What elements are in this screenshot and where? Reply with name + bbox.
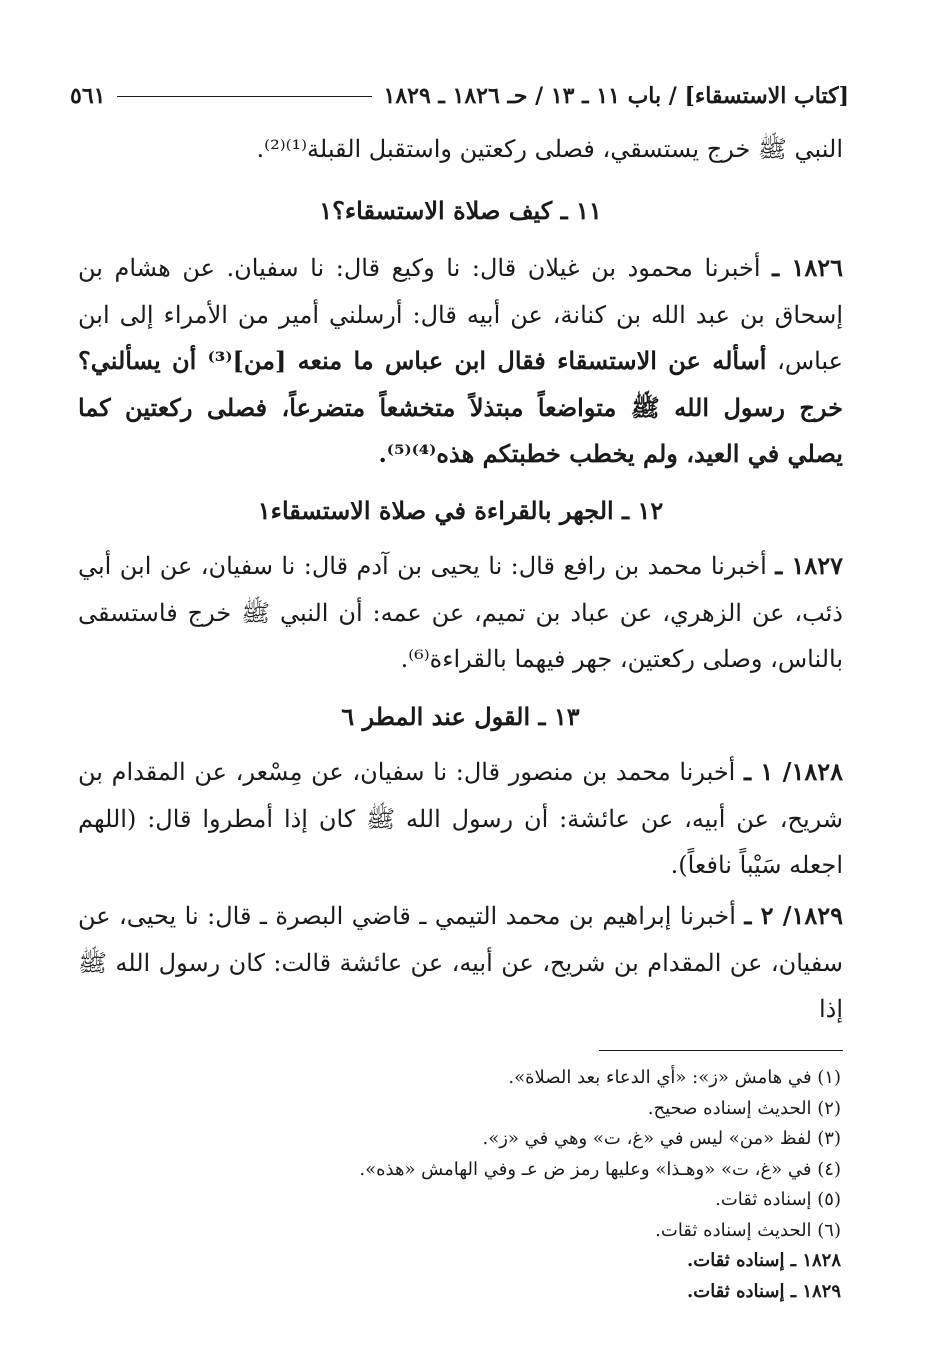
hadith-number: ١٨٢٦ ـ <box>772 253 843 282</box>
hadith-1828 <box>78 749 843 889</box>
isnad-note: ١٨٢٨ ـ إسناده ثقات. <box>686 1250 841 1271</box>
hadith-1827 <box>78 543 843 683</box>
hadith-text: أخبرنا محمود بن غيلان قال: نا وكيع قال: نا سفيان. عن هشام بن إسحاق بن عبد الله بن كنانة، عن أبيه قال: أرسلني أمير من الأمراء إلى ابن عباس، <box>78 254 843 375</box>
section-heading-13: ١٣ ـ القول عند المطر ٦ <box>341 702 580 731</box>
hadith-text: أخبرنا محمد بن منصور قال: نا سفيان، عن مِسْعر، عن المقدام بن شريح، عن أبيه، عن عائشة: أن رسول الله ﷺ كان إذا أمطروا قال: (اللهم اجعله سَيْباً نافعاً). <box>78 758 843 879</box>
page-header <box>70 78 849 114</box>
page-number: ٥٦١ <box>70 83 106 109</box>
hadith-1826 <box>78 245 843 478</box>
hadith-number: ١٨٢٧ ـ <box>775 551 843 580</box>
footnote: (٥) إسناده ثقات. <box>715 1189 841 1210</box>
hadith-1829 <box>78 893 843 1033</box>
footnotes-list <box>78 1063 841 1307</box>
section-heading-12: ١٢ ـ الجهر بالقراءة في صلاة الاستسقاء١ <box>257 496 664 525</box>
footnote-rule <box>599 1050 843 1051</box>
section-heading-11: ١١ ـ كيف صلاة الاستسقاء؟١ <box>319 196 602 225</box>
footnote: (١) في هامش «ز»: «أي الدعاء بعد الصلاة». <box>508 1067 841 1088</box>
footnote: (٢) الحديث إسناده صحيح. <box>647 1097 841 1119</box>
footnote: (٤) في «غ، ت» «وهـذا» وعليها رمز ض عـ وفي الهامش «هذه». <box>359 1158 841 1180</box>
hadith-text-bold: أسأله عن الاستسقاء فقال ابن عباس ما منعه [من]⁽³⁾ أن يسألني؟ خرج رسول الله ﷺ متواضعاً مبتذلاً متخشعاً متضرعاً، فصلى ركعتين كما يصلي في العيد، ولم يخطب خطبتكم هذه⁽⁴⁾⁽⁵⁾. <box>78 346 843 468</box>
hadith-text: أخبرنا إبراهيم بن محمد التيمي ـ قاضي البصرة ـ قال: نا يحيى، عن سفيان، عن المقدام بن شريح، عن أبيه، عن عائشة قالت: كان رسول الله ﷺ إذا <box>78 902 844 1023</box>
footnote: (٦) الحديث إسناده ثقات. <box>655 1219 841 1241</box>
intro-line: النبي ﷺ خرج يستسقي، فصلى ركعتين واستقبل القبلة⁽¹⁾⁽²⁾. <box>256 135 843 163</box>
hadith-number: ١٨٢٨/ ١ ـ <box>744 757 843 786</box>
footnote: (٣) لفظ «من» ليس في «غ، ت» وهي في «ز». <box>482 1128 841 1149</box>
header-rule <box>117 96 371 97</box>
running-title: [كتاب الاستسقاء] / باب ١١ ـ ١٣ / حـ ١٨٢٦ ـ ١٨٢٩ <box>383 83 849 109</box>
hadith-text: أخبرنا محمد بن رافع قال: نا يحيى بن آدم قال: نا سفيان، عن ابن أبي ذئب، عن الزهري، عن عباد بن تميم، عن عمه: أن النبي ﷺ خرج فاستسقى بالناس، وصلى ركعتين، جهر فيهما بالقراءة⁽⁶⁾. <box>78 552 843 673</box>
hadith-number: ١٨٢٩/ ٢ ـ <box>744 901 844 930</box>
isnad-note: ١٨٢٩ ـ إسناده ثقات. <box>686 1280 841 1302</box>
